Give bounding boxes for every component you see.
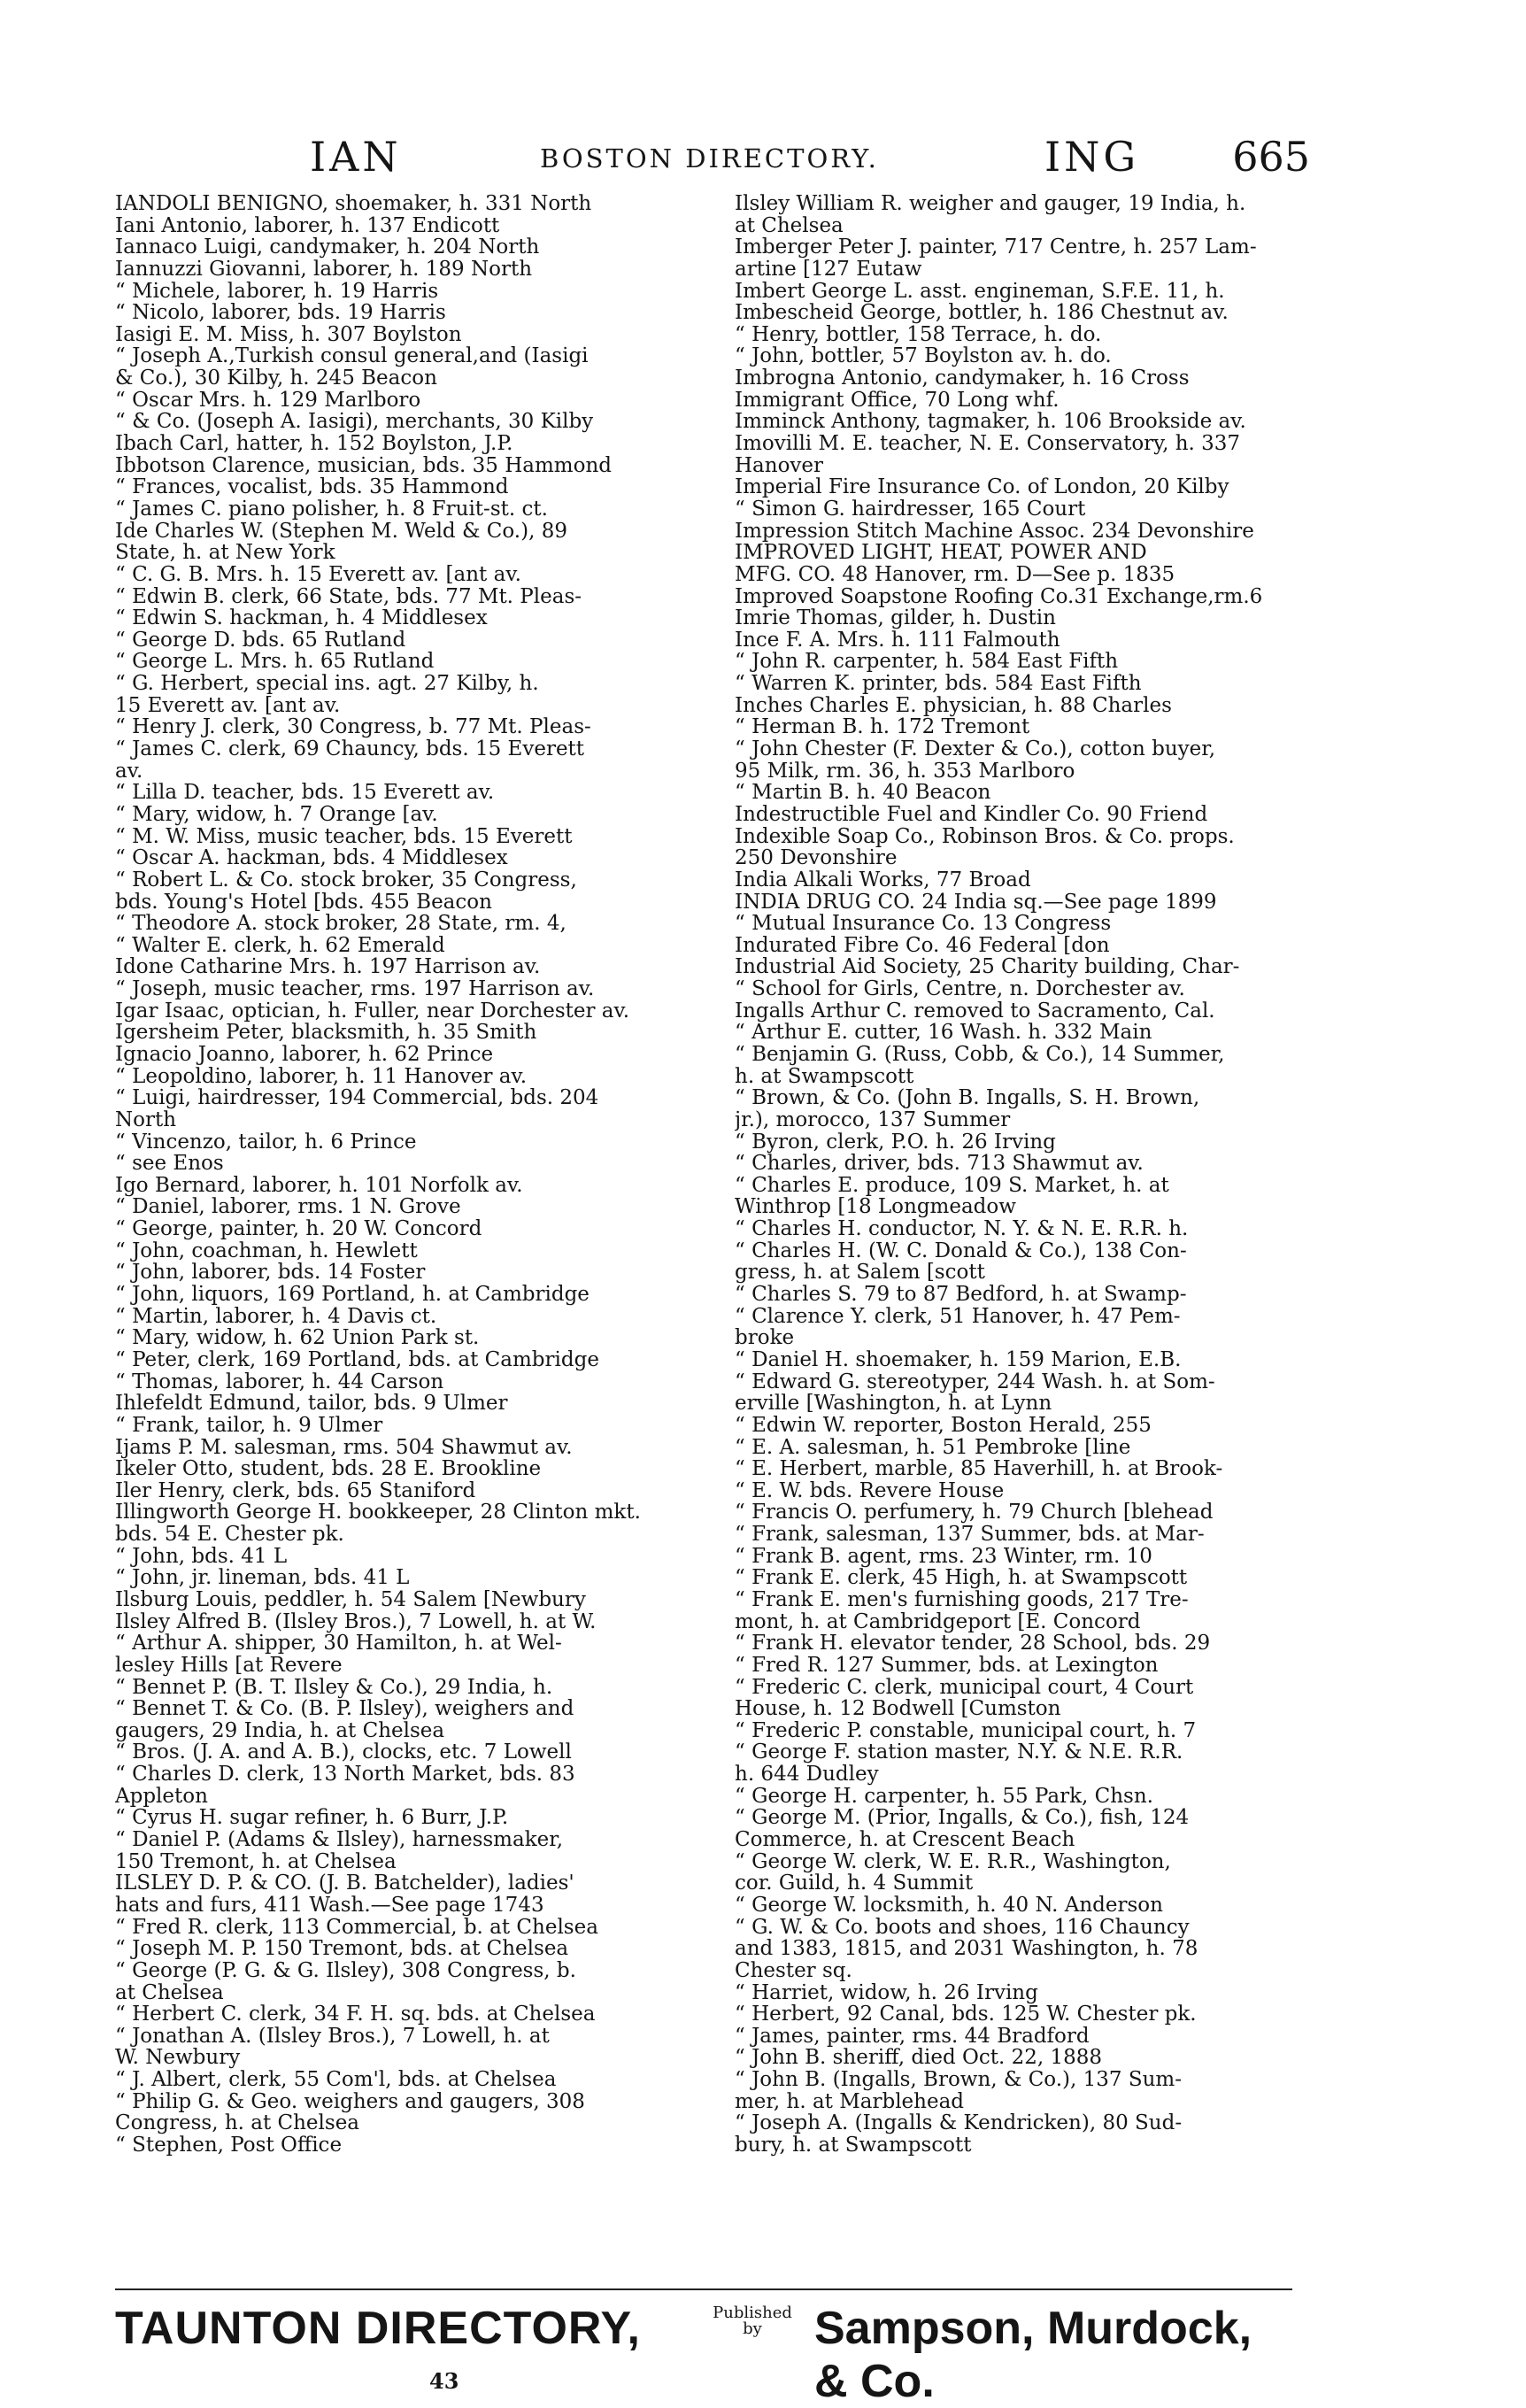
directory-entry-line: Inches Charles E. physician, h. 88 Charles: [735, 693, 1172, 717]
directory-entry-line: “ Charles H. conductor, N. Y. & N. E. R.R. h.: [735, 1217, 1189, 1241]
directory-entry-line: Indexible Soap Co., Robinson Bros. & Co. props.: [735, 824, 1235, 848]
directory-entry-line: “ Walter E. clerk, h. 62 Emerald: [115, 933, 445, 957]
directory-entry-line: Iani Antonio, laborer, h. 137 Endicott: [115, 213, 500, 237]
directory-entry-line: “ & Co. (Joseph A. Iasigi), merchants, 30 Kilby: [115, 410, 594, 434]
header-left-guide-word: IAN: [310, 133, 402, 181]
directory-entry-line: “ Harriet, widow, h. 26 Irving: [735, 1980, 1038, 2004]
directory-entry-line: “ see Enos: [115, 1152, 224, 1176]
directory-entry-line: “ Robert L. & Co. stock broker, 35 Congress,: [115, 868, 577, 891]
directory-entry-line: gaugers, 29 India, h. at Chelsea: [115, 1718, 445, 1742]
directory-entry-line: “ Oscar A. hackman, bds. 4 Middlesex: [115, 846, 508, 870]
directory-entry-line: “ Oscar Mrs. h. 129 Marlboro: [115, 388, 421, 412]
directory-entry-line: “ Charles S. 79 to 87 Bedford, h. at Swamp-: [735, 1283, 1187, 1307]
directory-entry-line: 15 Everett av. [ant av.: [115, 693, 341, 717]
directory-entry-line: “ E. Herbert, marble, 85 Haverhill, h. at Brook-: [735, 1457, 1223, 1481]
directory-entry-line: “ Arthur E. cutter, 16 Wash. h. 332 Main: [735, 1021, 1152, 1045]
directory-entry-line: “ John B. (Ingalls, Brown, & Co.), 137 Sum-: [735, 2068, 1183, 2092]
directory-entry-line: at Chelsea: [735, 213, 844, 237]
directory-entry-line: “ Theodore A. stock broker, 28 State, rm. 4,: [115, 912, 566, 936]
header-right-guide-word: ING: [1044, 133, 1140, 181]
directory-entry-line: Immigrant Office, 70 Long whf.: [735, 388, 1060, 412]
directory-entry-line: 95 Milk, rm. 36, h. 353 Marlboro: [735, 759, 1075, 783]
directory-entry-line: h. at Swampscott: [735, 1064, 914, 1088]
directory-entry-line: Imminck Anthony, tagmaker, h. 106 Brookside av.: [735, 410, 1246, 434]
directory-entry-line: Ilsley Alfred B. (Ilsley Bros.), 7 Lowell, h. at W.: [115, 1609, 597, 1633]
directory-entry-line: “ Frank E. men's furnishing goods, 217 Tre-: [735, 1588, 1189, 1611]
directory-entry-line: “ Charles, driver, bds. 713 Shawmut av.: [735, 1152, 1144, 1176]
directory-entry-line: Improved Soapstone Roofing Co.31 Exchange,rm.6: [735, 584, 1263, 608]
directory-entry-line: Congress, h. at Chelsea: [115, 2111, 360, 2135]
directory-entry-line: gress, h. at Salem [scott: [735, 1261, 985, 1285]
directory-entry-line: “ Mutual Insurance Co. 13 Congress: [735, 912, 1112, 936]
directory-entry-line: “ Bennet T. & Co. (B. P. Ilsley), weighers and: [115, 1697, 574, 1721]
directory-entry-line: “ Mary, widow, h. 7 Orange [av.: [115, 802, 438, 826]
directory-entry-line: “ Charles D. clerk, 13 North Market, bds. 83: [115, 1763, 575, 1787]
directory-entry-line: “ Frances, vocalist, bds. 35 Hammond: [115, 475, 509, 499]
footer-publisher: Sampson, Murdock, & Co.: [814, 2303, 1252, 2407]
directory-entry-line: “ George, painter, h. 20 W. Concord: [115, 1217, 482, 1241]
directory-entry-line: Iasigi E. M. Miss, h. 307 Boylston: [115, 322, 462, 346]
directory-entry-line: “ Henry, bottler, 158 Terrace, h. do.: [735, 322, 1102, 346]
directory-entry-line: “ Philip G. & Geo. weighers and gaugers, 308: [115, 2089, 585, 2113]
directory-entry-line: IMPROVED LIGHT, HEAT, POWER AND: [735, 541, 1147, 565]
directory-entry-line: Industrial Aid Society, 25 Charity building, Char-: [735, 955, 1240, 979]
directory-entry-line: broke: [735, 1326, 795, 1350]
directory-entry-line: “ E. W. bds. Revere House: [735, 1478, 1005, 1502]
directory-entry-line: Ibach Carl, hatter, h. 152 Boylston, J.P.: [115, 432, 513, 456]
directory-entry-line: “ Michele, laborer, h. 19 Harris: [115, 279, 439, 303]
footer-advert-title: TAUNTON DIRECTORY,: [115, 2303, 641, 2354]
directory-entry-line: Ijams P. M. salesman, rms. 504 Shawmut av.: [115, 1435, 573, 1459]
directory-entry-line: “ Byron, clerk, P.O. h. 26 Irving: [735, 1130, 1056, 1154]
directory-entry-line: “ Herman B. h. 172 Tremont: [735, 715, 1030, 739]
directory-entry-line: “ Nicolo, laborer, bds. 19 Harris: [115, 301, 446, 325]
directory-entry-line: “ John, liquors, 169 Portland, h. at Cambridge: [115, 1283, 590, 1307]
directory-entry-line: Ignacio Joanno, laborer, h. 62 Prince: [115, 1042, 494, 1066]
directory-entry-line: “ Bros. (J. A. and A. B.), clocks, etc. 7 Lowell: [115, 1740, 572, 1764]
directory-entry-line: “ Fred R. 127 Summer, bds. at Lexington: [735, 1653, 1159, 1677]
directory-entry-line: “ Thomas, laborer, h. 44 Carson: [115, 1370, 444, 1393]
directory-entry-line: bury, h. at Swampscott: [735, 2134, 972, 2157]
directory-entry-line: “ Frank H. elevator tender, 28 School, bds. 29: [735, 1632, 1211, 1656]
directory-entry-line: “ George W. clerk, W. E. R.R., Washington,: [735, 1849, 1171, 1873]
directory-entry-line: Ilsburg Louis, peddler, h. 54 Salem [Newbury: [115, 1588, 586, 1611]
directory-entry-line: av.: [115, 759, 143, 783]
directory-entry-line: “ Simon G. hairdresser, 165 Court: [735, 497, 1086, 521]
directory-entry-line: Illingworth George H. bookkeeper, 28 Clinton mkt.: [115, 1501, 641, 1524]
directory-entry-line: bds. 54 E. Chester pk.: [115, 1523, 344, 1547]
directory-entry-line: “ John B. sheriff, died Oct. 22, 1888: [735, 2046, 1103, 2070]
directory-entry-line: “ John, bottler, 57 Boylston av. h. do.: [735, 344, 1112, 368]
directory-entry-line: India Alkali Works, 77 Broad: [735, 868, 1031, 891]
directory-entry-line: Chester sq.: [735, 1958, 852, 1982]
directory-entry-line: “ George M. (Prior, Ingalls, & Co.), fish, 124: [735, 1806, 1190, 1830]
directory-entry-line: Imbrogna Antonio, candymaker, h. 16 Cross: [735, 367, 1190, 390]
directory-entry-line: “ Joseph M. P. 150 Tremont, bds. at Chelsea: [115, 1937, 569, 1961]
directory-entry-line: “ Benjamin G. (Russ, Cobb, & Co.), 14 Summer,: [735, 1042, 1225, 1066]
directory-entry-line: mont, h. at Cambridgeport [E. Concord: [735, 1609, 1141, 1633]
directory-entry-line: “ John, coachman, h. Hewlett: [115, 1239, 418, 1262]
directory-entry-line: Igo Bernard, laborer, h. 101 Norfolk av.: [115, 1173, 523, 1197]
directory-entry-line: “ James C. piano polisher, h. 8 Fruit-st. ct.: [115, 497, 548, 521]
directory-entry-line: Indestructible Fuel and Kindler Co. 90 Friend: [735, 802, 1208, 826]
directory-entry-line: “ Peter, clerk, 169 Portland, bds. at Cambridge: [115, 1347, 599, 1371]
directory-entry-line: jr.), morocco, 137 Summer: [735, 1108, 1011, 1131]
page-header: [115, 133, 1310, 186]
directory-entry-line: Ince F. A. Mrs. h. 111 Falmouth: [735, 628, 1060, 652]
directory-entry-line: “ M. W. Miss, music teacher, bds. 15 Everett: [115, 824, 573, 848]
directory-entry-line: “ Charles H. (W. C. Donald & Co.), 138 Con-: [735, 1239, 1187, 1262]
directory-entry-line: “ Joseph A.,Turkish consul general,and (Iasigi: [115, 344, 589, 368]
directory-entry-line: ILSLEY D. P. & CO. (J. B. Batchelder), ladies': [115, 1872, 574, 1895]
directory-entry-line: “ Frederic C. clerk, municipal court, 4 Court: [735, 1675, 1194, 1699]
directory-entry-line: IANDOLI BENIGNO, shoemaker, h. 331 North: [115, 193, 592, 215]
directory-entry-line: “ Clarence Y. clerk, 51 Hanover, h. 47 Pem-: [735, 1304, 1181, 1328]
page-footer: [115, 2293, 1292, 2407]
directory-entry-line: North: [115, 1108, 177, 1131]
directory-entry-line: hats and furs, 411 Wash.—See page 1743: [115, 1893, 544, 1917]
directory-entry-line: “ Henry J. clerk, 30 Congress, b. 77 Mt. Pleas-: [115, 715, 591, 739]
directory-entry-line: “ James C. clerk, 69 Chauncy, bds. 15 Everett: [115, 737, 585, 761]
directory-entry-line: Imovilli M. E. teacher, N. E. Conservatory, h. 337: [735, 432, 1241, 456]
directory-entry-line: and 1383, 1815, and 2031 Washington, h. 78: [735, 1937, 1198, 1961]
directory-entry-line: “ Joseph A. (Ingalls & Kendricken), 80 Sud-: [735, 2111, 1183, 2135]
directory-entry-line: Iler Henry, clerk, bds. 65 Staniford: [115, 1478, 476, 1502]
directory-entry-line: “ School for Girls, Centre, n. Dorchester av.: [735, 977, 1185, 1001]
directory-entry-line: “ John, laborer, bds. 14 Foster: [115, 1261, 426, 1285]
directory-entry-line: “ Frank E. clerk, 45 High, h. at Swampscott: [735, 1566, 1188, 1590]
directory-entry-line: “ George H. carpenter, h. 55 Park, Chsn.: [735, 1784, 1153, 1808]
directory-entry-line: “ George W. locksmith, h. 40 N. Anderson: [735, 1893, 1163, 1917]
directory-entry-line: Imperial Fire Insurance Co. of London, 20 Kilby: [735, 475, 1229, 499]
directory-entry-line: Commerce, h. at Crescent Beach: [735, 1828, 1075, 1852]
directory-entry-line: “ James, painter, rms. 44 Bradford: [735, 2024, 1090, 2048]
directory-entry-line: “ John Chester (F. Dexter & Co.), cotton buyer,: [735, 737, 1216, 761]
directory-entry-line: Imbescheid George, bottler, h. 186 Chestnut av.: [735, 301, 1229, 325]
directory-entry-line: Igar Isaac, optician, h. Fuller, near Dorchester av.: [115, 999, 630, 1023]
directory-entry-line: “ Herbert, 92 Canal, bds. 125 W. Chester pk.: [735, 2003, 1197, 2026]
directory-entry-line: Ingalls Arthur C. removed to Sacramento, Cal.: [735, 999, 1215, 1023]
directory-entry-line: “ Warren K. printer, bds. 584 East Fifth: [735, 672, 1142, 696]
directory-entry-line: “ Mary, widow, h. 62 Union Park st.: [115, 1326, 480, 1350]
directory-entry-line: Impression Stitch Machine Assoc. 234 Devonshire: [735, 519, 1254, 543]
directory-entry-line: “ Cyrus H. sugar refiner, h. 6 Burr, J.P.: [115, 1806, 509, 1830]
directory-entry-line: Ide Charles W. (Stephen M. Weld & Co.), 89: [115, 519, 567, 543]
directory-entry-line: House, h. 12 Bodwell [Cumston: [735, 1697, 1061, 1721]
directory-entry-line: “ Bennet P. (B. T. Ilsley & Co.), 29 India, h.: [115, 1675, 553, 1699]
directory-entry-line: Ikeler Otto, student, bds. 28 E. Brookline: [115, 1457, 542, 1481]
directory-entry-line: “ G. W. & Co. boots and shoes, 116 Chauncy: [735, 1915, 1190, 1939]
directory-entry-line: Imrie Thomas, gilder, h. Dustin: [735, 606, 1056, 630]
directory-entry-line: mer, h. at Marblehead: [735, 2089, 965, 2113]
directory-entry-line: “ Frederic P. constable, municipal court, h. 7: [735, 1718, 1197, 1742]
directory-entry-line: “ John, jr. lineman, bds. 41 L: [115, 1566, 410, 1590]
directory-entry-line: “ Herbert C. clerk, 34 F. H. sq. bds. at Chelsea: [115, 2003, 596, 2026]
directory-entry-line: “ C. G. B. Mrs. h. 15 Everett av. [ant av.: [115, 562, 521, 586]
footer-page-mark: 43: [429, 2368, 459, 2394]
directory-entry-line: Ihlefeldt Edmund, tailor, bds. 9 Ulmer: [115, 1392, 508, 1416]
directory-entry-line: “ Lilla D. teacher, bds. 15 Everett av.: [115, 781, 495, 805]
footer-rule: [115, 2288, 1292, 2290]
directory-entry-line: Imbert George L. asst. engineman, S.F.E. 11, h.: [735, 279, 1225, 303]
directory-entry-line: Appleton: [115, 1784, 208, 1808]
directory-entry-line: Iannuzzi Giovanni, laborer, h. 189 North: [115, 257, 533, 281]
directory-entry-line: at Chelsea: [115, 1980, 224, 2004]
directory-entry-line: State, h. at New York: [115, 541, 335, 565]
directory-entry-line: “ Martin B. h. 40 Beacon: [735, 781, 991, 805]
directory-entry-line: “ Fred R. clerk, 113 Commercial, b. at Chelsea: [115, 1915, 598, 1939]
directory-entry-line: “ Joseph, music teacher, rms. 197 Harrison av.: [115, 977, 595, 1001]
page-number: 665: [1232, 133, 1310, 181]
directory-entry-line: “ Edwin B. clerk, 66 State, bds. 77 Mt. Pleas-: [115, 584, 582, 608]
directory-entry-line: Igersheim Peter, blacksmith, h. 35 Smith: [115, 1021, 537, 1045]
directory-entry-line: “ Jonathan A. (Ilsley Bros.), 7 Lowell, h. at: [115, 2024, 550, 2048]
header-title: BOSTON DIRECTORY.: [540, 143, 879, 174]
directory-entry-line: “ G. Herbert, special ins. agt. 27 Kilby, h.: [115, 672, 539, 696]
left-column: [115, 193, 726, 2157]
directory-entry-line: Ibbotson Clarence, musician, bds. 35 Hammond: [115, 453, 612, 477]
directory-entry-line: Hanover: [735, 453, 824, 477]
directory-entry-line: “ George (P. G. & G. Ilsley), 308 Congress, b.: [115, 1958, 576, 1982]
directory-entry-line: MFG. CO. 48 Hanover, rm. D—See p. 1835: [735, 562, 1175, 586]
directory-entry-line: “ Frank, tailor, h. 9 Ulmer: [115, 1413, 383, 1437]
directory-entry-line: Indurated Fibre Co. 46 Federal [don: [735, 933, 1110, 957]
directory-entry-line: “ John R. carpenter, h. 584 East Fifth: [735, 650, 1119, 674]
directory-entry-line: “ George L. Mrs. h. 65 Rutland: [115, 650, 435, 674]
directory-entry-line: “ Daniel H. shoemaker, h. 159 Marion, E.B.: [735, 1347, 1182, 1371]
directory-entry-line: “ George D. bds. 65 Rutland: [115, 628, 406, 652]
directory-entry-line: “ Edwin S. hackman, h. 4 Middlesex: [115, 606, 488, 630]
directory-entry-line: “ Daniel, laborer, rms. 1 N. Grove: [115, 1195, 461, 1219]
directory-entry-line: “ Martin, laborer, h. 4 Davis ct.: [115, 1304, 437, 1328]
directory-entry-line: Ilsley William R. weigher and gauger, 19 India, h.: [735, 193, 1246, 215]
directory-entry-line: “ Brown, & Co. (John B. Ingalls, S. H. Brown,: [735, 1086, 1200, 1110]
directory-entry-line: INDIA DRUG CO. 24 India sq.—See page 1899: [735, 890, 1217, 914]
directory-entry-line: cor. Guild, h. 4 Summit: [735, 1872, 974, 1895]
directory-entry-line: & Co.), 30 Kilby, h. 245 Beacon: [115, 367, 437, 390]
directory-entry-line: “ John, bds. 41 L: [115, 1544, 288, 1568]
directory-entry-line: “ Edwin W. reporter, Boston Herald, 255: [735, 1413, 1152, 1437]
directory-entry-line: lesley Hills [at Revere: [115, 1653, 343, 1677]
directory-entry-line: “ Luigi, hairdresser, 194 Commercial, bds. 204: [115, 1086, 599, 1110]
directory-entry-line: “ Daniel P. (Adams & Ilsley), harnessmaker,: [115, 1828, 564, 1852]
directory-entry-line: Imberger Peter J. painter, 717 Centre, h. 257 Lam-: [735, 235, 1257, 259]
directory-entry-line: h. 644 Dudley: [735, 1763, 879, 1787]
directory-entry-line: bds. Young's Hotel [bds. 455 Beacon: [115, 890, 492, 914]
right-column: [735, 193, 1345, 2157]
directory-entry-line: Idone Catharine Mrs. h. 197 Harrison av.: [115, 955, 541, 979]
directory-entry-line: “ Frank, salesman, 137 Summer, bds. at Mar-: [735, 1523, 1205, 1547]
directory-entry-line: “ Charles E. produce, 109 S. Market, h. at: [735, 1173, 1169, 1197]
directory-entry-line: “ Stephen, Post Office: [115, 2134, 343, 2157]
directory-entry-line: 250 Devonshire: [735, 846, 898, 870]
directory-entry-line: “ Francis O. perfumery, h. 79 Church [blehead: [735, 1501, 1214, 1524]
directory-entry-line: “ Vincenzo, tailor, h. 6 Prince: [115, 1130, 417, 1154]
directory-entry-line: “ George F. station master, N.Y. & N.E. R.R.: [735, 1740, 1183, 1764]
directory-entry-line: “ Edward G. stereotyper, 244 Wash. h. at Som-: [735, 1370, 1215, 1393]
directory-entry-line: “ E. A. salesman, h. 51 Pembroke [line: [735, 1435, 1131, 1459]
directory-entry-line: 150 Tremont, h. at Chelsea: [115, 1849, 397, 1873]
directory-entry-line: Iannaco Luigi, candymaker, h. 204 North: [115, 235, 540, 259]
directory-entry-line: Winthrop [18 Longmeadow: [735, 1195, 1016, 1219]
directory-entry-line: artine [127 Eutaw: [735, 257, 922, 281]
footer-published-by: Published by: [713, 2304, 792, 2338]
directory-entry-line: W. Newbury: [115, 2046, 241, 2070]
directory-entry-line: “ Frank B. agent, rms. 23 Winter, rm. 10: [735, 1544, 1152, 1568]
directory-entry-line: “ J. Albert, clerk, 55 Com'l, bds. at Chelsea: [115, 2068, 557, 2092]
directory-entry-line: erville [Washington, h. at Lynn: [735, 1392, 1052, 1416]
directory-entry-line: “ Arthur A. shipper, 30 Hamilton, h. at Wel-: [115, 1632, 562, 1656]
directory-entry-line: “ Leopoldino, laborer, h. 11 Hanover av.: [115, 1064, 528, 1088]
